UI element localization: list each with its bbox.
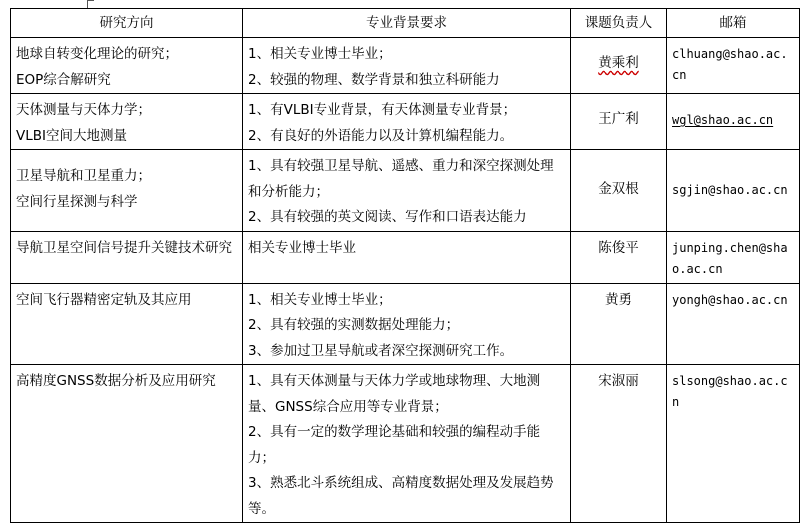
direction-line: 卫星导航和卫星重力； xyxy=(16,168,151,184)
person-cell xyxy=(571,38,667,94)
research-table xyxy=(10,8,800,523)
header-email: 邮箱 xyxy=(667,9,800,38)
requirement-line: 2、较强的物理、数学背景和独立科研能力 xyxy=(248,71,500,88)
person-name: 陈俊平 xyxy=(598,239,639,256)
email-text: wgl@shao.ac.cn xyxy=(672,113,774,127)
direction-line: 导航卫星空间信号提升关键技术研究 xyxy=(16,239,232,256)
person-name: 王广利 xyxy=(598,111,639,127)
header-person: 课题负责人 xyxy=(571,9,667,38)
requirement-line: 2、有良好的外语能力以及计算机编程能力。 xyxy=(248,127,514,144)
direction-line: 空间行星探测与科学 xyxy=(16,193,138,210)
requirement-line: 1、相关专业博士毕业； xyxy=(248,46,392,62)
table-row xyxy=(11,38,800,94)
email-cell xyxy=(667,365,800,523)
email-cell xyxy=(667,150,800,232)
table-row xyxy=(11,365,800,523)
requirement-cell xyxy=(243,38,571,94)
direction-cell xyxy=(11,150,243,232)
requirement-line: 3、熟悉北斗系统组成、高精度数据处理及发展趋势等。 xyxy=(248,475,554,517)
email-text: junping.chen@shao.ac.cn xyxy=(672,240,788,276)
requirement-line: 2、具有较强的英文阅读、写作和口语表达能力 xyxy=(248,209,527,225)
requirement-line: 相关专业博士毕业 xyxy=(248,239,356,256)
requirement-cell xyxy=(243,365,571,523)
requirement-line: 1、具有较强卫星导航、遥感、重力和深空探测处理和分析能力； xyxy=(248,158,554,200)
person-name: 宋淑丽 xyxy=(598,373,639,389)
direction-line: 空间飞行器精密定轨及其应用 xyxy=(16,291,192,308)
direction-cell xyxy=(11,94,243,150)
requirement-line: 1、有VLBI专业背景，有天体测量专业背景； xyxy=(248,102,517,118)
direction-cell xyxy=(11,38,243,94)
requirement-cell xyxy=(243,150,571,232)
person-name: 黄乘利 xyxy=(598,55,639,71)
requirement-line: 2、具有较强的实测数据处理能力； xyxy=(248,317,460,333)
header-requirement: 专业背景要求 xyxy=(243,9,571,38)
direction-cell xyxy=(11,283,243,365)
requirement-cell xyxy=(243,231,571,283)
requirement-line: 3、参加过卫星导航或者深空探测研究工作。 xyxy=(248,342,514,359)
table-row xyxy=(11,150,800,232)
direction-line: 地球自转变化理论的研究； xyxy=(16,46,178,62)
email-cell xyxy=(667,94,800,150)
email-text: clhuang@shao.ac.cn xyxy=(672,47,788,82)
email-text: sgjin@shao.ac.cn xyxy=(672,183,788,197)
person-cell xyxy=(571,94,667,150)
requirement-line: 2、具有一定的数学理论基础和较强的编程动手能力； xyxy=(248,424,541,466)
person-name: 金双根 xyxy=(598,181,639,197)
person-cell xyxy=(571,231,667,283)
person-cell xyxy=(571,283,667,365)
email-text: slsong@shao.ac.cn xyxy=(672,374,788,409)
direction-cell xyxy=(11,231,243,283)
direction-cell xyxy=(11,365,243,523)
email-cell xyxy=(667,231,800,283)
table-header-row xyxy=(11,9,800,38)
person-cell xyxy=(571,365,667,523)
table-row xyxy=(11,94,800,150)
person-name: 黄勇 xyxy=(605,291,632,308)
direction-line: VLBI空间大地测量 xyxy=(16,127,127,144)
table-row xyxy=(11,283,800,365)
direction-line: 高精度GNSS数据分析及应用研究 xyxy=(16,373,216,389)
margin-corner-mark xyxy=(87,0,94,8)
person-cell xyxy=(571,150,667,232)
table-row xyxy=(11,231,800,283)
direction-line: EOP综合解研究 xyxy=(16,71,111,88)
email-cell xyxy=(667,283,800,365)
requirement-cell xyxy=(243,283,571,365)
direction-line: 天体测量与天体力学； xyxy=(16,102,151,118)
requirement-cell xyxy=(243,94,571,150)
email-cell xyxy=(667,38,800,94)
requirement-line: 1、具有天体测量与天体力学或地球物理、大地测量、GNSS综合应用等专业背景； xyxy=(248,373,541,415)
requirement-line: 1、相关专业博士毕业； xyxy=(248,291,392,308)
header-direction: 研究方向 xyxy=(11,9,243,38)
email-text: yongh@shao.ac.cn xyxy=(672,292,788,307)
